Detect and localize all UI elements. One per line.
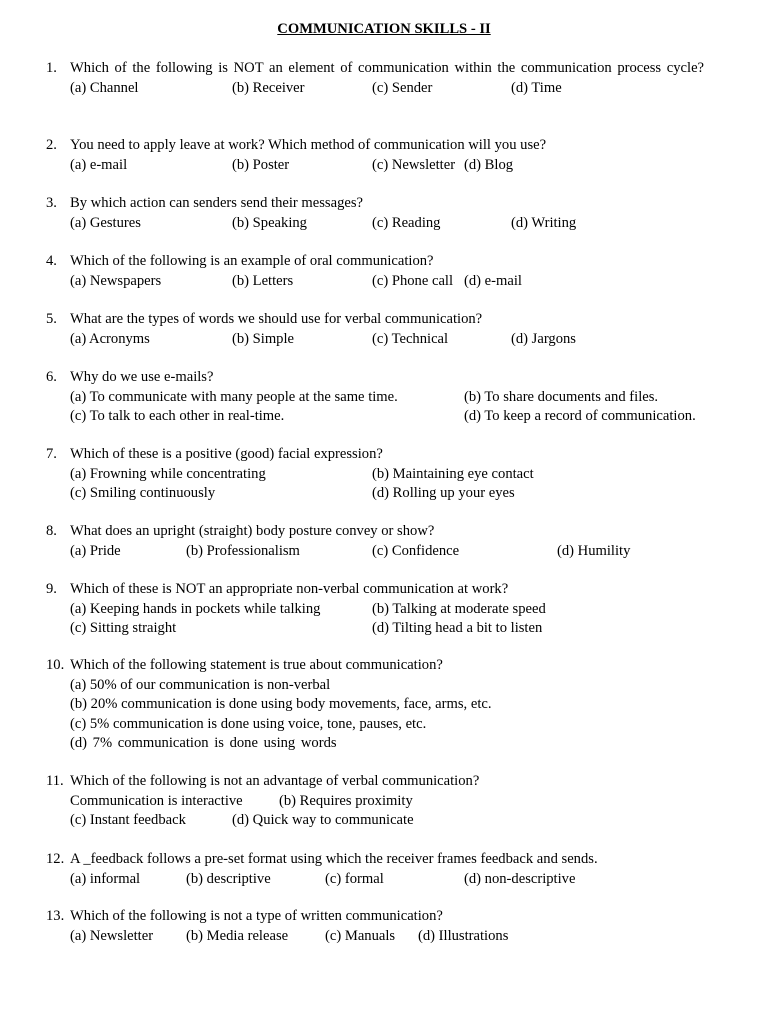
question-5: [46, 310, 746, 349]
option-b: (b) Media release: [186, 927, 289, 944]
question-number: 6.: [46, 369, 57, 385]
question-1: [46, 59, 746, 98]
question-text: Which of the following is NOT an element of communication within the communication process cycle?: [70, 60, 705, 76]
option-c: (c) Technical: [372, 330, 449, 347]
options-row: [70, 870, 746, 890]
option-b: (b) 20% communication is done using body movements, face, arms, etc.: [70, 696, 492, 712]
question-9: [46, 580, 746, 639]
question-text: Which of these is a positive (good) facial expression?: [70, 446, 383, 462]
options-row: [70, 465, 746, 485]
option-c: (c) Sender: [372, 79, 433, 96]
question-text: A _feedback follows a pre-set format using which the receiver frames feedback and sends.: [70, 851, 598, 867]
option-c: (c) Newsletter: [372, 156, 456, 173]
options-row: [70, 811, 746, 831]
options-row: [70, 542, 746, 562]
question-11: [46, 772, 746, 831]
option-a: (a) Keeping hands in pockets while talking: [70, 600, 321, 617]
option-a: (a) e-mail: [70, 156, 128, 173]
option-a: (a) informal: [70, 870, 141, 887]
option-b: (b) Simple: [232, 330, 295, 347]
question-13: [46, 907, 746, 946]
option-a: (a) 50% of our communication is non-verbal: [70, 676, 331, 693]
question-text: Which of the following statement is true about communication?: [70, 657, 443, 673]
option-b: (b) Receiver: [232, 79, 305, 96]
option-d: (d) non-descriptive: [464, 870, 576, 887]
question-number: 9.: [46, 581, 57, 597]
option-b: (b) Speaking: [232, 214, 307, 231]
options-row: [70, 214, 746, 234]
question-number: 2.: [46, 137, 57, 153]
option-b: (b) Professionalism: [186, 542, 300, 559]
option-a: Communication is interactive: [70, 792, 243, 809]
question-text: What does an upright (straight) body posture convey or show?: [70, 523, 435, 539]
question-6: [46, 368, 746, 427]
options-row: [70, 407, 746, 427]
question-text: Which of the following is not a type of written communication?: [70, 908, 443, 924]
option-c: (c) Phone call: [372, 272, 454, 289]
question-7: [46, 445, 746, 504]
option-b: (b) Letters: [232, 272, 294, 289]
option-c: (c) formal: [325, 870, 384, 887]
option-a: (a) Pride: [70, 542, 121, 559]
options-row: [70, 600, 746, 620]
option-d: (d) Blog: [464, 156, 514, 173]
option-d: (d) Tilting head a bit to listen: [372, 620, 543, 636]
option-d: (d) To keep a record of communication.: [464, 408, 696, 424]
question-number: 4.: [46, 253, 57, 269]
question-number: 10.: [46, 657, 65, 673]
option-c: (c) Instant feedback: [70, 812, 186, 828]
question-text: Which of these is NOT an appropriate non-verbal communication at work?: [70, 581, 509, 597]
option-b: (b) descriptive: [186, 870, 271, 887]
options-row: [70, 484, 746, 504]
question-text: Which of the following is not an advantage of verbal communication?: [70, 773, 480, 789]
question-text: You need to apply leave at work? Which method of communication will you use?: [70, 137, 547, 153]
option-c: (c) Sitting straight: [70, 620, 177, 636]
option-c: (c) Manuals: [325, 927, 396, 944]
options-row: [70, 330, 746, 350]
option-d: (d) 7% communication is done using words: [70, 735, 337, 751]
question-number: 8.: [46, 523, 57, 539]
option-b: (b) Maintaining eye contact: [372, 465, 534, 482]
option-d: (d) e-mail: [464, 272, 522, 289]
options-row: [70, 388, 746, 408]
question-4: [46, 252, 746, 291]
option-d: (d) Humility: [557, 542, 631, 559]
question-text: Why do we use e-mails?: [70, 369, 214, 385]
option-d: (d) Rolling up your eyes: [372, 485, 515, 501]
question-12: [46, 850, 746, 889]
question-number: 12.: [46, 851, 65, 867]
question-8: [46, 522, 746, 561]
question-number: 5.: [46, 311, 57, 327]
options-row: [70, 156, 746, 176]
question-3: [46, 194, 746, 233]
question-text: What are the types of words we should use for verbal communication?: [70, 311, 483, 327]
option-c: (c) Reading: [372, 214, 441, 231]
option-a: (a) Frowning while concentrating: [70, 465, 266, 482]
question-number: 13.: [46, 908, 65, 924]
option-b: (b) To share documents and files.: [464, 388, 659, 405]
option-b: (b) Poster: [232, 156, 290, 173]
option-a: (a) Acronyms: [70, 330, 150, 347]
question-number: 11.: [46, 773, 64, 789]
option-d: (d) Quick way to communicate: [232, 812, 414, 828]
options-row: [70, 927, 746, 947]
page-title: COMMUNICATION SKILLS - II: [277, 21, 491, 37]
option-c: (c) 5% communication is done using voice, tone, pauses, etc.: [70, 715, 427, 732]
option-d: (d) Time: [511, 79, 562, 96]
question-number: 7.: [46, 446, 57, 462]
question-2: [46, 136, 746, 175]
option-a: (a) Newspapers: [70, 272, 162, 289]
option-b: (b) Requires proximity: [279, 792, 413, 809]
options-row: [70, 272, 746, 292]
option-a: (a) Channel: [70, 79, 139, 96]
options-row: [70, 79, 746, 99]
option-a: (a) To communicate with many people at the same time.: [70, 388, 398, 405]
option-c: (c) Smiling continuously: [70, 485, 216, 501]
question-number: 3.: [46, 195, 57, 211]
options-row: [70, 792, 746, 812]
option-a: (a) Newsletter: [70, 927, 154, 944]
question-10: [46, 656, 746, 754]
option-d: (d) Jargons: [511, 330, 576, 347]
question-text: By which action can senders send their messages?: [70, 195, 364, 211]
option-d: (d) Writing: [511, 214, 577, 231]
option-a: (a) Gestures: [70, 214, 141, 231]
option-c: (c) To talk to each other in real-time.: [70, 408, 285, 424]
options-row: [70, 619, 746, 639]
option-b: (b) Talking at moderate speed: [372, 600, 546, 617]
question-text: Which of the following is an example of oral communication?: [70, 253, 434, 269]
question-number: 1.: [46, 60, 57, 76]
option-c: (c) Confidence: [372, 542, 460, 559]
option-d: (d) Illustrations: [418, 927, 509, 944]
